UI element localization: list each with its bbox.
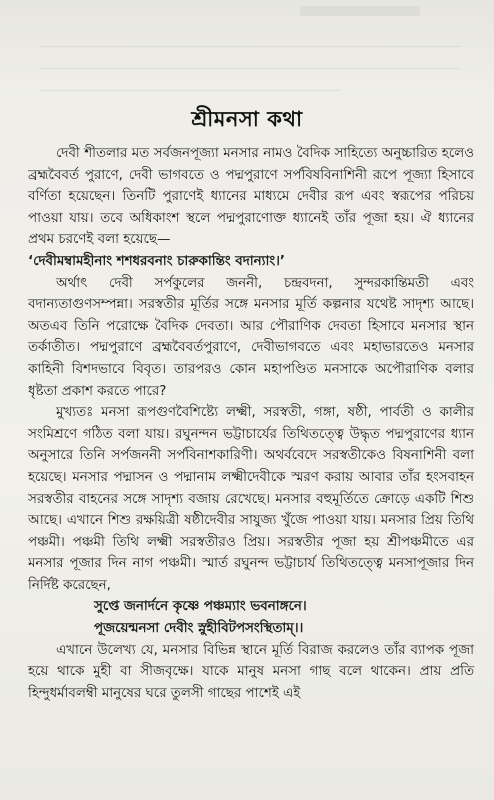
- verse-line-1: সুপ্তে জনার্দনে কৃষ্ণে পঞ্চম্যাং ভবনাঙ্গনে।: [94, 599, 307, 615]
- dhyana-quote: ‘দেবীমম্বামহীনাং শশধরবনাং চারুকান্তিং বদান্যাং।’: [28, 253, 286, 269]
- page-title: শ্রীমনসা কথা: [191, 107, 303, 131]
- verse-line-2: পূজয়েন্মনসা দেবীং স্নুহীবিটপসংস্থিতাম্।।: [94, 621, 304, 637]
- paragraph-1: দেবী শীতলার মত সর্বজনপূজ্যা মনসার নামও বৈদিক সাহিত্যে অনুচ্চারিত হলেও ব্রহ্মবৈবর্ত পুরাণে, দেবী ভাগবতে ও পদ্মপুরাণে সর্পবিষবিনাশিনী রূপে পূজ্যা হিসাবে বর্ণিতা হয়েছেন। তিনটি পুরাণেই ধ্যানের মাধ্যমে দেবীর রূপ এবং স্বরূপের পরিচয় পাওয়া যায়। তবে অধিকাংশ স্থলে পদ্মপুরাণোক্ত ধ্যানেই তাঁর পূজা হয়। ঐ ধ্যানের প্রথম চরণেই বলা হয়েছে—: [28, 146, 474, 248]
- paragraph-2: অর্থাৎ দেবী সর্পকুলের জননী, চন্দ্রবদনা, সুন্দরকান্তিমতী এবং বদান্যতাগুণসম্পন্না। সরস্বতীর মূর্তির সঙ্গে মনসার মূর্তি কল্পনার যথেষ্ট সাদৃশ্য আছে। অতএব তিনি পরোক্ষে বৈদিক দেবতা। আর পৌরাণিক দেবতা হিসাবে মনসার স্থান তর্কাতীত। পদ্মপুরাণে ব্রহ্মবৈবর্তপুরাণে, দেবীভাগবতে এবং মহাভারতেও মনসার কাহিনী বিশদভাবে বিবৃত। তারপরও কোন মহাপণ্ডিত মনসাকে অপৌরাণিক বলার ধৃষ্টতা প্রকাশ করতে পারে?: [28, 275, 474, 399]
- paragraph-4: এখানে উলেখ্য যে, মনসার বিভিন্ন স্থানে মূর্তি বিরাজ করলেও তাঁর ব্যাপক পূজা হয়ে থাকে মুহী বা সীজবৃক্ষে। যাকে মানুষ মনসা গাছ বলে থাকেন। প্রায় প্রতি হিন্দুধর্মাবলম্বী মানুষের ঘরে তুলসী গাছের পাশেই এই: [28, 642, 474, 701]
- paragraph-3: মুখ্যতঃ মনসা রূপগুণবৈশিষ্ট্যে লক্ষ্মী, সরস্বতী, গঙ্গা, ষষ্ঠী, পার্বতী ও কালীর সংমিশ্রণে গঠিত বলা যায়। রঘুনন্দন ভট্টাচার্যের তিথিতত্ত্বে উদ্ধৃত পদ্মপুরাণের ধ্যান অনুসারে তিনি সর্পজননী সর্পবিনাশকারিণী। অথর্ববেদে সরস্বতীকেও বিষনাশিনী বলা হয়েছে। মনসার পদ্মাসন ও পদ্মানাম লক্ষ্মীদেবীকে স্মরণ করায় আবার তাঁর হংসবাহন সরস্বতীর বাহনের সঙ্গে সাদৃশ্য বজায় রেখেছে। মনসার বহুমূর্তিতে ক্রোড়ে একটি শিশু আছে। এখানে শিশু রক্ষয়িত্রী ষষ্ঠীদেবীর সাযুজ্য খুঁজে পাওয়া যায়। মনসার প্রিয় তিথি পঞ্চমী। পঞ্চমী তিথি লক্ষ্মী সরস্বতীরও প্রিয়। সরস্বতীর পূজা হয় শ্রীপঞ্চমীতে এর মনসার পূজার দিন নাগ পঞ্চমী। স্মার্ত রঘুনন্দ ভট্টাচার্য তিথিতত্ত্বে মনসাপূজার দিন নির্দিষ্ট করেছেন,: [28, 405, 474, 593]
- article-body: [28, 143, 474, 704]
